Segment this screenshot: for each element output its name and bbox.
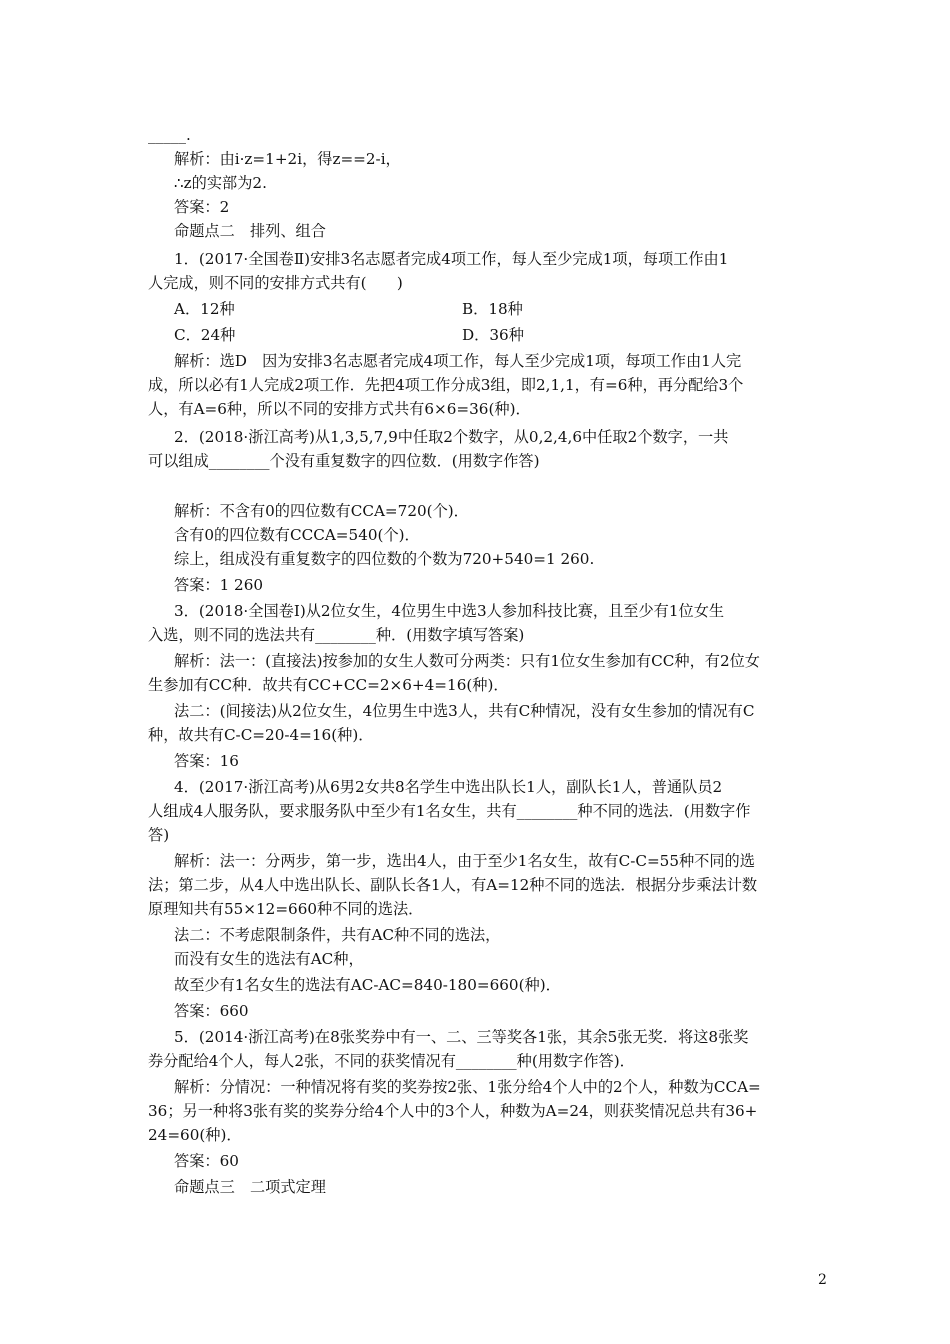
text-line: _____. <box>148 126 191 144</box>
text-line: 答案：1 260 <box>174 576 264 594</box>
text-line: 解析：分情况：一种情况将有奖的奖券按2张、1张分给4个人中的2个人，种数为CCA= <box>174 1078 761 1096</box>
text-line: 答) <box>148 826 170 844</box>
page-number: 2 <box>818 1272 827 1288</box>
text-line: 解析：由i·z=1+2i，得z==2-i， <box>174 150 401 168</box>
option-c: C．24种 <box>174 326 236 344</box>
text-line: 答案：660 <box>174 1002 249 1020</box>
section-heading: 命题点二 排列、组合 <box>174 222 326 240</box>
text-line: 解析：选D 因为安排3名志愿者完成4项工作，每人至少完成1项，每项工作由1人完 <box>174 352 742 370</box>
text-line: 答案：60 <box>174 1152 239 1170</box>
text-line: 可以组成________个没有重复数字的四位数．(用数字作答) <box>148 452 540 470</box>
text-line: 种，故共有C-C=20-4=16(种)． <box>148 726 374 744</box>
text-line: 解析：不含有0的四位数有CCA=720(个)． <box>174 502 469 520</box>
text-line: 人，有A=6种，所以不同的安排方式共有6×6=36(种)． <box>148 400 531 418</box>
text-line: 人完成，则不同的安排方式共有( ) <box>148 274 403 292</box>
text-line: 24=60(种)． <box>148 1126 242 1144</box>
text-line: 解析：法一：分两步，第一步，选出4人，由于至少1名女生，故有C-C=55种不同的选 <box>174 852 755 870</box>
text-line: 故至少有1名女生的选法有AC-AC=840-180=660(种)． <box>174 976 561 994</box>
text-line: 人组成4人服务队，要求服务队中至少有1名女生，共有________种不同的选法．(用数字作 <box>148 802 751 820</box>
text-line: 法二：不考虑限制条件，共有AC种不同的选法， <box>174 926 501 944</box>
text-line: 3．(2018·全国卷Ⅰ)从2位女生，4位男生中选3人参加科技比赛，且至少有1位女生 <box>174 602 725 620</box>
text-line: 法；第二步，从4人中选出队长、副队长各1人，有A=12种不同的选法．根据分步乘法计数 <box>148 876 758 894</box>
text-line: 1．(2017·全国卷Ⅱ)安排3名志愿者完成4项工作，每人至少完成1项，每项工作由1 <box>174 250 729 268</box>
text-line: 答案：16 <box>174 752 239 770</box>
option-b: B．18种 <box>462 300 523 318</box>
text-line: 2．(2018·浙江高考)从1,3,5,7,9中任取2个数字，从0,2,4,6中任取2个数字，一共 <box>174 428 729 446</box>
text-line: 而没有女生的选法有AC种， <box>174 950 364 968</box>
option-a: A．12种 <box>174 300 235 318</box>
text-line: 综上，组成没有重复数字的四位数的个数为720+540=1 260. <box>174 550 595 568</box>
text-line: ∴z的实部为2. <box>174 174 267 192</box>
text-line: 生参加有CC种．故共有CC+CC=2×6+4=16(种)． <box>148 676 509 694</box>
text-line: 原理知共有55×12=660种不同的选法． <box>148 900 424 918</box>
text-line: 4．(2017·浙江高考)从6男2女共8名学生中选出队长1人，副队长1人，普通队员2 <box>174 778 723 796</box>
text-line: 36；另一种将3张有奖的奖券分给4个人中的3个人，种数为A=24，则获奖情况总共有36+ <box>148 1102 758 1120</box>
text-line: 含有0的四位数有CCCA=540(个)． <box>174 526 420 544</box>
text-line: 答案：2 <box>174 198 230 216</box>
text-line: 法二：(间接法)从2位女生，4位男生中选3人，共有C种情况，没有女生参加的情况有C <box>174 702 755 720</box>
text-line: 入选，则不同的选法共有________种．(用数字填写答案) <box>148 626 525 644</box>
text-line: 券分配给4个人，每人2张，不同的获奖情况有________种(用数字作答)． <box>148 1052 635 1070</box>
text-line: 解析：法一：(直接法)按参加的女生人数可分两类：只有1位女生参加有CC种，有2位女 <box>174 652 760 670</box>
text-line: 成，所以必有1人完成2项工作．先把4项工作分成3组，即2,1,1，有=6种，再分配给3个 <box>148 376 744 394</box>
option-d: D．36种 <box>462 326 524 344</box>
text-line: 5．(2014·浙江高考)在8张奖券中有一、二、三等奖各1张，其余5张无奖．将这8张奖 <box>174 1028 749 1046</box>
section-heading: 命题点三 二项式定理 <box>174 1178 326 1196</box>
